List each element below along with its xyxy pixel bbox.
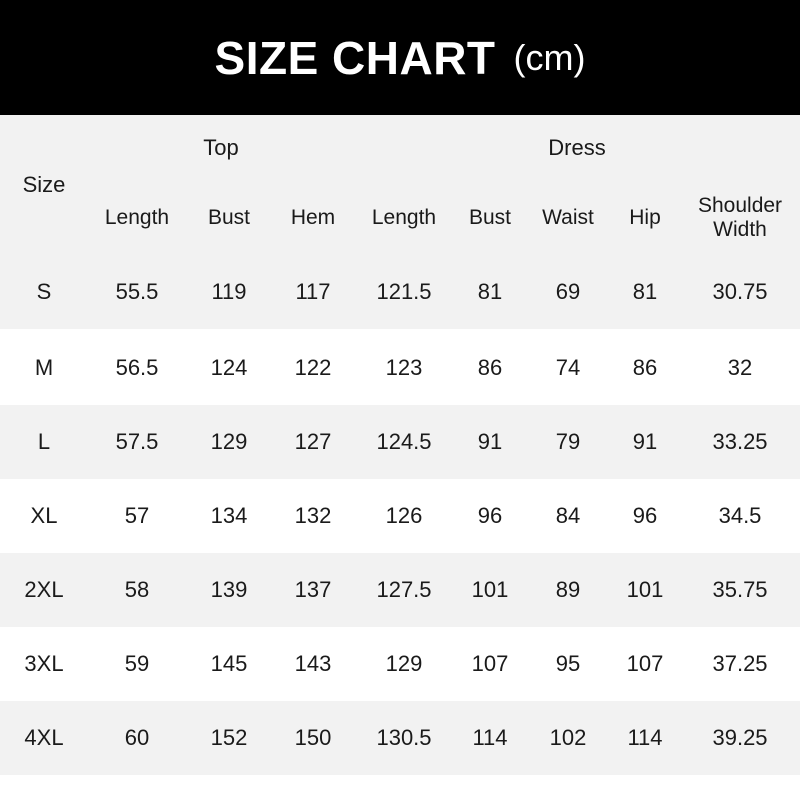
cell-top-hem: 122 (272, 330, 354, 405)
cell-top-hem: 132 (272, 479, 354, 553)
table-row (0, 627, 800, 701)
cell-shoulder-width: 33.25 (680, 405, 800, 479)
cell-shoulder-width: 37.25 (680, 627, 800, 701)
header-group-top: Top (88, 115, 354, 181)
cell-top-hem: 137 (272, 553, 354, 627)
header-size: Size (0, 115, 88, 255)
cell-top-hem: 150 (272, 701, 354, 775)
cell-dress-hip: 107 (610, 627, 680, 701)
header-dress-waist: Waist (526, 181, 610, 255)
cell-top-bust: 152 (186, 701, 272, 775)
chart-header-banner (0, 0, 800, 115)
row-size: 3XL (0, 627, 88, 701)
row-size: S (0, 255, 88, 330)
cell-top-length: 55.5 (88, 255, 186, 330)
cell-dress-length: 126 (354, 479, 454, 553)
cell-dress-bust: 91 (454, 405, 526, 479)
cell-dress-waist: 74 (526, 330, 610, 405)
cell-top-bust: 139 (186, 553, 272, 627)
cell-dress-hip: 86 (610, 330, 680, 405)
cell-dress-waist: 102 (526, 701, 610, 775)
header-top-hem: Hem (272, 181, 354, 255)
unit-label: (cm) (513, 36, 586, 78)
cell-top-bust: 119 (186, 255, 272, 330)
cell-dress-waist: 69 (526, 255, 610, 330)
cell-top-bust: 134 (186, 479, 272, 553)
cell-top-length: 57.5 (88, 405, 186, 479)
cell-top-length: 58 (88, 553, 186, 627)
cell-dress-waist: 79 (526, 405, 610, 479)
cell-top-bust: 145 (186, 627, 272, 701)
cell-dress-length: 129 (354, 627, 454, 701)
header-top-length: Length (88, 181, 186, 255)
cell-dress-length: 124.5 (354, 405, 454, 479)
row-size: 2XL (0, 553, 88, 627)
shoulder-width-line1: Shoulder (697, 193, 783, 217)
cell-shoulder-width: 35.75 (680, 553, 800, 627)
size-chart-table (0, 115, 800, 775)
row-size: 4XL (0, 701, 88, 775)
table-row (0, 330, 800, 405)
cell-shoulder-width: 32 (680, 330, 800, 405)
header-group-dress: Dress (354, 115, 800, 181)
cell-dress-waist: 95 (526, 627, 610, 701)
header-dress-length: Length (354, 181, 454, 255)
cell-top-length: 60 (88, 701, 186, 775)
cell-dress-waist: 84 (526, 479, 610, 553)
page-title: SIZE CHART (214, 31, 496, 84)
cell-dress-hip: 81 (610, 255, 680, 330)
group-header-row (0, 115, 800, 181)
cell-dress-hip: 101 (610, 553, 680, 627)
row-size: M (0, 330, 88, 405)
cell-dress-bust: 86 (454, 330, 526, 405)
table-row (0, 479, 800, 553)
header-dress-hip: Hip (610, 181, 680, 255)
cell-dress-bust: 96 (454, 479, 526, 553)
cell-top-bust: 124 (186, 330, 272, 405)
table-row (0, 553, 800, 627)
cell-dress-hip: 114 (610, 701, 680, 775)
row-size: L (0, 405, 88, 479)
column-header-row (0, 181, 800, 255)
header-top-bust: Bust (186, 181, 272, 255)
table-row (0, 405, 800, 479)
cell-dress-length: 130.5 (354, 701, 454, 775)
cell-top-bust: 129 (186, 405, 272, 479)
cell-shoulder-width: 30.75 (680, 255, 800, 330)
cell-dress-bust: 114 (454, 701, 526, 775)
cell-top-hem: 117 (272, 255, 354, 330)
cell-shoulder-width: 39.25 (680, 701, 800, 775)
cell-top-hem: 127 (272, 405, 354, 479)
table-row (0, 255, 800, 330)
cell-top-length: 56.5 (88, 330, 186, 405)
cell-dress-length: 121.5 (354, 255, 454, 330)
cell-top-length: 57 (88, 479, 186, 553)
cell-dress-hip: 91 (610, 405, 680, 479)
cell-top-hem: 143 (272, 627, 354, 701)
cell-dress-bust: 101 (454, 553, 526, 627)
cell-dress-bust: 81 (454, 255, 526, 330)
header-shoulder-width (680, 181, 800, 255)
shoulder-width-line2: Width (713, 218, 767, 241)
row-size: XL (0, 479, 88, 553)
header-dress-bust: Bust (454, 181, 526, 255)
cell-dress-waist: 89 (526, 553, 610, 627)
cell-dress-hip: 96 (610, 479, 680, 553)
cell-top-length: 59 (88, 627, 186, 701)
cell-dress-length: 127.5 (354, 553, 454, 627)
cell-dress-bust: 107 (454, 627, 526, 701)
cell-dress-length: 123 (354, 330, 454, 405)
cell-shoulder-width: 34.5 (680, 479, 800, 553)
table-row (0, 701, 800, 775)
